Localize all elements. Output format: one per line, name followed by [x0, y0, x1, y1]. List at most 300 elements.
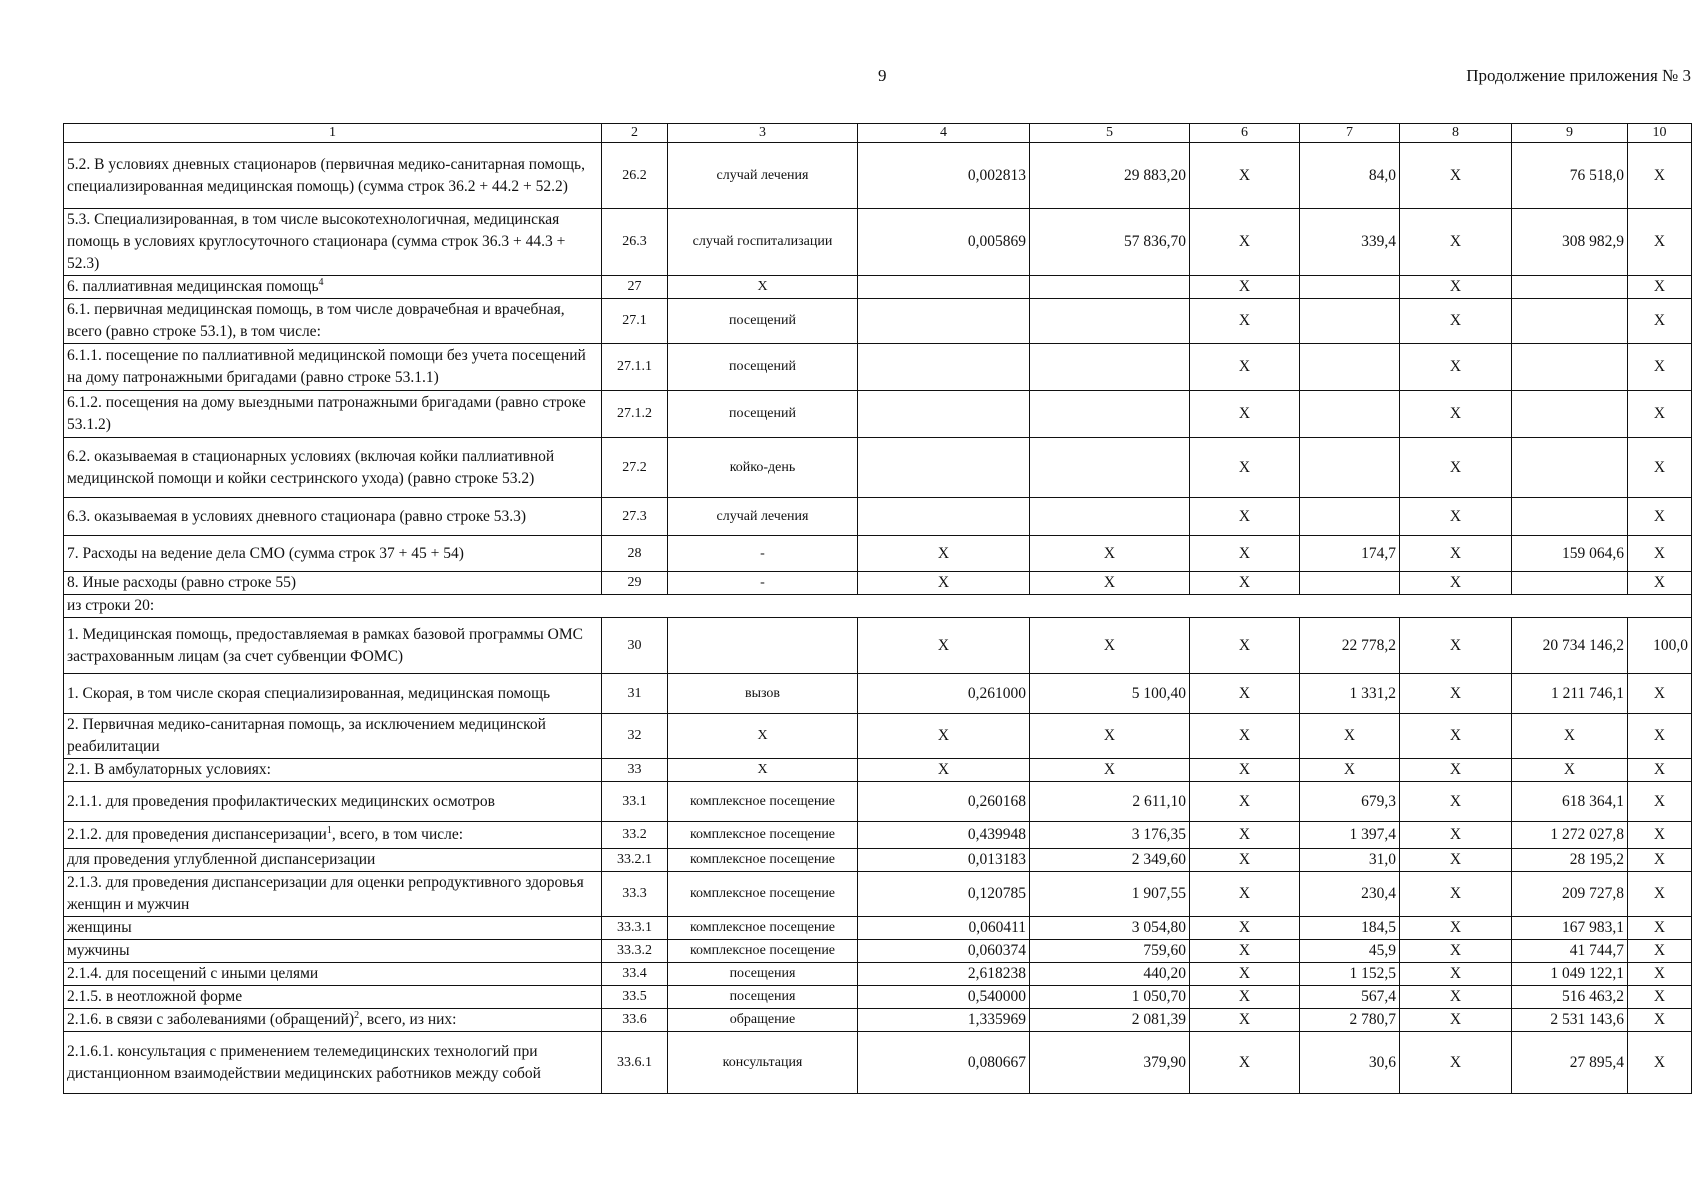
- table-row: [64, 438, 1692, 498]
- row-label-text: 6.1. первичная медицинская помощь, в том числе доврачебная и врачебная, всего (равно строке 53.1), в том числе:: [67, 301, 565, 340]
- cell-col-2: 27.3: [602, 498, 668, 536]
- row-label-text: 6.1.2. посещения на дому выездными патронажными бригадами (равно строке 53.1.2): [67, 394, 586, 433]
- cell-col-8: X: [1400, 143, 1512, 209]
- cell-col-9: X: [1512, 714, 1628, 759]
- cell-col-10: X: [1628, 940, 1692, 963]
- cell-col-4: X: [858, 618, 1030, 674]
- cell-col-3: X: [668, 714, 858, 759]
- table-row: [64, 391, 1692, 438]
- cell-col-5: X: [1030, 618, 1190, 674]
- cell-col-2: 33.1: [602, 782, 668, 822]
- cell-col-6: X: [1190, 963, 1300, 986]
- cell-col-3: койко-день: [668, 438, 858, 498]
- cell-col-6: X: [1190, 674, 1300, 714]
- row-label: [64, 438, 602, 498]
- cell-col-4: X: [858, 536, 1030, 572]
- cell-col-10: X: [1628, 822, 1692, 849]
- row-label-text: 2.1.1. для проведения профилактических медицинских осмотров: [67, 792, 495, 810]
- row-label-text: женщины: [67, 919, 132, 936]
- cell-col-2: 29: [602, 572, 668, 595]
- cell-col-3: посещения: [668, 986, 858, 1009]
- table-row: [64, 572, 1692, 595]
- cell-col-2: 27.2: [602, 438, 668, 498]
- cell-col-6: X: [1190, 822, 1300, 849]
- cell-col-5: [1030, 438, 1190, 498]
- table-row: [64, 498, 1692, 536]
- cell-col-9: 167 983,1: [1512, 917, 1628, 940]
- cell-col-6: X: [1190, 438, 1300, 498]
- footnote-marker: 2: [354, 1009, 360, 1021]
- cell-col-2: 28: [602, 536, 668, 572]
- cell-col-9: 76 518,0: [1512, 143, 1628, 209]
- column-number: 5: [1030, 124, 1190, 143]
- cell-col-10: X: [1628, 1009, 1692, 1032]
- row-label: [64, 572, 602, 595]
- column-number: 10: [1628, 124, 1692, 143]
- cell-col-9: 618 364,1: [1512, 782, 1628, 822]
- table-row: [64, 714, 1692, 759]
- cell-col-8: X: [1400, 498, 1512, 536]
- row-label-text: 6. паллиативная медицинская помощь: [67, 278, 319, 295]
- row-label: [64, 674, 602, 714]
- cell-col-8: X: [1400, 618, 1512, 674]
- cell-col-9: 27 895,4: [1512, 1032, 1628, 1094]
- cell-col-4: X: [858, 714, 1030, 759]
- cell-col-3: -: [668, 572, 858, 595]
- cell-col-3: комплексное посещение: [668, 822, 858, 849]
- cell-col-10: X: [1628, 872, 1692, 917]
- cell-col-10: X: [1628, 143, 1692, 209]
- row-label-suffix: , всего, в том числе:: [331, 826, 464, 843]
- row-label: [64, 822, 602, 849]
- table-row: [64, 595, 1692, 618]
- row-label-text: 2.1.3. для проведения диспансеризации для оценки репродуктивного здоровья женщин и мужчин: [67, 874, 584, 913]
- column-number: 3: [668, 124, 858, 143]
- cell-col-8: X: [1400, 714, 1512, 759]
- footnote-marker: 1: [326, 824, 332, 836]
- cell-col-6: X: [1190, 276, 1300, 299]
- row-label: [64, 536, 602, 572]
- cell-col-3: случай лечения: [668, 143, 858, 209]
- cell-col-4: [858, 498, 1030, 536]
- cell-col-4: [858, 299, 1030, 344]
- table-row: [64, 986, 1692, 1009]
- row-label-text: мужчины: [67, 942, 130, 959]
- row-label: [64, 143, 602, 209]
- cell-col-8: X: [1400, 276, 1512, 299]
- cell-col-5: 379,90: [1030, 1032, 1190, 1094]
- cell-col-4: X: [858, 759, 1030, 782]
- cell-col-8: X: [1400, 963, 1512, 986]
- cell-col-6: X: [1190, 391, 1300, 438]
- cell-col-6: X: [1190, 940, 1300, 963]
- column-number: 8: [1400, 124, 1512, 143]
- cell-col-8: X: [1400, 940, 1512, 963]
- row-label: [64, 963, 602, 986]
- row-label: [64, 498, 602, 536]
- cell-col-8: X: [1400, 986, 1512, 1009]
- cell-col-7: 45,9: [1300, 940, 1400, 963]
- cell-col-3: комплексное посещение: [668, 872, 858, 917]
- cell-col-4: 0,120785: [858, 872, 1030, 917]
- table-row: [64, 1009, 1692, 1032]
- cell-col-2: 27.1: [602, 299, 668, 344]
- cell-col-3: консультация: [668, 1032, 858, 1094]
- table-row: [64, 963, 1692, 986]
- row-label-text: 2.1. В амбулаторных условиях:: [67, 761, 271, 778]
- table-row: [64, 143, 1692, 209]
- cell-col-3: комплексное посещение: [668, 940, 858, 963]
- cell-col-3: посещений: [668, 299, 858, 344]
- cell-col-7: X: [1300, 759, 1400, 782]
- row-label: [64, 759, 602, 782]
- cell-col-7: [1300, 299, 1400, 344]
- cell-col-4: 2,618238: [858, 963, 1030, 986]
- cell-col-10: X: [1628, 849, 1692, 872]
- cell-col-10: X: [1628, 276, 1692, 299]
- cell-col-4: 0,002813: [858, 143, 1030, 209]
- row-label-text: 6.1.1. посещение по паллиативной медицинской помощи без учета посещений на дому патронажными бригадами (равно строке 53.1.1): [67, 347, 586, 386]
- column-number: 1: [64, 124, 602, 143]
- cell-col-10: 100,0: [1628, 618, 1692, 674]
- cell-col-6: X: [1190, 618, 1300, 674]
- cell-col-9: [1512, 391, 1628, 438]
- row-label: [64, 618, 602, 674]
- table-row: [64, 759, 1692, 782]
- cell-col-9: 1 211 746,1: [1512, 674, 1628, 714]
- cell-col-7: 84,0: [1300, 143, 1400, 209]
- cell-col-9: 516 463,2: [1512, 986, 1628, 1009]
- cell-col-10: X: [1628, 674, 1692, 714]
- cell-col-9: 41 744,7: [1512, 940, 1628, 963]
- row-label: [64, 391, 602, 438]
- cell-col-9: 1 049 122,1: [1512, 963, 1628, 986]
- cell-col-7: 2 780,7: [1300, 1009, 1400, 1032]
- column-number: 6: [1190, 124, 1300, 143]
- cell-col-6: X: [1190, 714, 1300, 759]
- cell-col-10: X: [1628, 572, 1692, 595]
- cell-col-9: 2 531 143,6: [1512, 1009, 1628, 1032]
- cell-col-4: 0,260168: [858, 782, 1030, 822]
- cell-col-8: X: [1400, 438, 1512, 498]
- table-row: [64, 618, 1692, 674]
- cell-col-10: X: [1628, 209, 1692, 276]
- cell-col-9: [1512, 572, 1628, 595]
- cell-col-6: X: [1190, 1032, 1300, 1094]
- cell-col-8: X: [1400, 344, 1512, 391]
- cell-col-6: X: [1190, 782, 1300, 822]
- row-label: [64, 782, 602, 822]
- cell-col-5: [1030, 498, 1190, 536]
- cell-col-2: 33: [602, 759, 668, 782]
- cell-col-3: обращение: [668, 1009, 858, 1032]
- cell-col-7: 22 778,2: [1300, 618, 1400, 674]
- row-label-text: 2.1.2. для проведения диспансеризации: [67, 826, 327, 843]
- cell-col-3: комплексное посещение: [668, 917, 858, 940]
- cell-col-6: X: [1190, 209, 1300, 276]
- table-row: [64, 209, 1692, 276]
- data-table: [63, 123, 1692, 1094]
- cell-col-9: [1512, 344, 1628, 391]
- cell-col-4: [858, 391, 1030, 438]
- cell-col-9: 209 727,8: [1512, 872, 1628, 917]
- cell-col-4: 0,013183: [858, 849, 1030, 872]
- cell-col-8: X: [1400, 917, 1512, 940]
- cell-col-6: X: [1190, 344, 1300, 391]
- row-label-text: 2.1.5. в неотложной форме: [67, 988, 243, 1005]
- row-label-text: 7. Расходы на ведение дела СМО (сумма строк 37 + 45 + 54): [67, 544, 464, 562]
- row-label-text: 2.1.4. для посещений с иными целями: [67, 965, 319, 982]
- cell-col-7: [1300, 276, 1400, 299]
- cell-col-6: X: [1190, 986, 1300, 1009]
- table-row: [64, 940, 1692, 963]
- cell-col-2: 33.5: [602, 986, 668, 1009]
- cell-col-9: 1 272 027,8: [1512, 822, 1628, 849]
- cell-col-9: [1512, 276, 1628, 299]
- cell-col-3: посещений: [668, 391, 858, 438]
- column-number: 9: [1512, 124, 1628, 143]
- cell-col-7: [1300, 438, 1400, 498]
- cell-col-5: 29 883,20: [1030, 143, 1190, 209]
- cell-col-2: 27.1.2: [602, 391, 668, 438]
- row-label: [64, 1009, 602, 1032]
- cell-col-4: [858, 438, 1030, 498]
- cell-col-10: X: [1628, 1032, 1692, 1094]
- cell-col-9: [1512, 438, 1628, 498]
- cell-col-2: 26.3: [602, 209, 668, 276]
- row-label-text: 1. Медицинская помощь, предоставляемая в рамках базовой программы ОМС застрахованным лицам (за счет субвенции ФОМС): [67, 625, 583, 665]
- cell-col-6: X: [1190, 917, 1300, 940]
- cell-col-9: [1512, 299, 1628, 344]
- cell-col-4: 0,080667: [858, 1032, 1030, 1094]
- cell-col-8: X: [1400, 572, 1512, 595]
- cell-col-5: [1030, 276, 1190, 299]
- cell-col-5: [1030, 344, 1190, 391]
- cell-col-7: [1300, 498, 1400, 536]
- cell-col-3: посещения: [668, 963, 858, 986]
- cell-col-2: 33.6: [602, 1009, 668, 1032]
- cell-col-4: 1,335969: [858, 1009, 1030, 1032]
- cell-col-2: 27.1.1: [602, 344, 668, 391]
- table-row: [64, 872, 1692, 917]
- row-label: [64, 940, 602, 963]
- cell-col-5: 440,20: [1030, 963, 1190, 986]
- row-label: [64, 849, 602, 872]
- cell-col-2: 33.3.2: [602, 940, 668, 963]
- cell-col-2: 33.3.1: [602, 917, 668, 940]
- cell-col-9: X: [1512, 759, 1628, 782]
- table-row: [64, 1032, 1692, 1094]
- cell-col-3: -: [668, 536, 858, 572]
- page-number: 9: [878, 66, 887, 85]
- cell-col-6: X: [1190, 536, 1300, 572]
- cell-col-8: X: [1400, 1032, 1512, 1094]
- table-row: [64, 782, 1692, 822]
- cell-col-8: X: [1400, 299, 1512, 344]
- row-label: [64, 872, 602, 917]
- cell-col-2: 31: [602, 674, 668, 714]
- cell-col-10: X: [1628, 714, 1692, 759]
- cell-col-5: 1 907,55: [1030, 872, 1190, 917]
- cell-col-5: X: [1030, 572, 1190, 595]
- cell-col-2: 32: [602, 714, 668, 759]
- cell-col-2: 26.2: [602, 143, 668, 209]
- cell-col-9: 28 195,2: [1512, 849, 1628, 872]
- cell-col-10: X: [1628, 299, 1692, 344]
- cell-col-5: 759,60: [1030, 940, 1190, 963]
- cell-col-8: X: [1400, 849, 1512, 872]
- cell-col-4: [858, 276, 1030, 299]
- cell-col-5: X: [1030, 536, 1190, 572]
- row-label-text: 8. Иные расходы (равно строке 55): [67, 574, 297, 591]
- cell-col-5: 57 836,70: [1030, 209, 1190, 276]
- cell-col-6: X: [1190, 872, 1300, 917]
- cell-col-9: [1512, 498, 1628, 536]
- cell-col-4: 0,540000: [858, 986, 1030, 1009]
- cell-col-5: [1030, 391, 1190, 438]
- cell-col-5: X: [1030, 714, 1190, 759]
- cell-col-6: X: [1190, 572, 1300, 595]
- cell-col-6: X: [1190, 143, 1300, 209]
- row-label-text: из строки 20:: [67, 597, 155, 614]
- cell-col-2: 27: [602, 276, 668, 299]
- cell-col-4: 0,439948: [858, 822, 1030, 849]
- cell-col-3: X: [668, 276, 858, 299]
- cell-col-7: 230,4: [1300, 872, 1400, 917]
- cell-col-2: 33.4: [602, 963, 668, 986]
- cell-col-3: случай госпитализации: [668, 209, 858, 276]
- cell-col-4: 0,005869: [858, 209, 1030, 276]
- cell-col-3: комплексное посещение: [668, 782, 858, 822]
- table-row: [64, 917, 1692, 940]
- cell-col-6: X: [1190, 498, 1300, 536]
- row-label-suffix: , всего, из них:: [359, 1011, 457, 1028]
- cell-col-5: 2 081,39: [1030, 1009, 1190, 1032]
- cell-col-5: 3 176,35: [1030, 822, 1190, 849]
- table-row: [64, 344, 1692, 391]
- row-label: [64, 344, 602, 391]
- cell-col-4: [858, 344, 1030, 391]
- row-label: [64, 209, 602, 276]
- row-label-text: 6.2. оказываемая в стационарных условиях (включая койки паллиативной медицинской помощи и койки сестринского ухода) (равно строке 53.2): [67, 447, 555, 487]
- cell-col-10: X: [1628, 391, 1692, 438]
- row-label-text: 2.1.6. в связи с заболеваниями (обращений): [67, 1011, 355, 1028]
- row-label-text: для проведения углубленной диспансеризации: [67, 851, 376, 868]
- cell-col-5: 2 349,60: [1030, 849, 1190, 872]
- cell-col-10: X: [1628, 759, 1692, 782]
- cell-col-8: X: [1400, 391, 1512, 438]
- cell-col-9: 308 982,9: [1512, 209, 1628, 276]
- row-label-text: 6.3. оказываемая в условиях дневного стационара (равно строке 53.3): [67, 507, 527, 525]
- cell-col-5: X: [1030, 759, 1190, 782]
- footnote-marker: 4: [318, 276, 324, 288]
- cell-col-7: 30,6: [1300, 1032, 1400, 1094]
- table-row: [64, 822, 1692, 849]
- continuation-title: Продолжение приложения № 3: [1466, 66, 1691, 85]
- table-row: [64, 299, 1692, 344]
- row-label: [64, 714, 602, 759]
- cell-col-3: X: [668, 759, 858, 782]
- cell-col-3: комплексное посещение: [668, 849, 858, 872]
- cell-col-7: [1300, 572, 1400, 595]
- cell-col-9: 20 734 146,2: [1512, 618, 1628, 674]
- cell-col-7: 184,5: [1300, 917, 1400, 940]
- cell-col-7: 1 331,2: [1300, 674, 1400, 714]
- cell-col-3: вызов: [668, 674, 858, 714]
- cell-col-2: 33.2.1: [602, 849, 668, 872]
- cell-col-4: 0,060411: [858, 917, 1030, 940]
- cell-col-5: [1030, 299, 1190, 344]
- cell-col-3: [668, 618, 858, 674]
- cell-col-7: 1 397,4: [1300, 822, 1400, 849]
- row-label: [64, 299, 602, 344]
- cell-col-5: 2 611,10: [1030, 782, 1190, 822]
- row-label: [64, 917, 602, 940]
- table-row: [64, 276, 1692, 299]
- column-number: 4: [858, 124, 1030, 143]
- header-row: [64, 124, 1692, 143]
- row-label-text: 5.2. В условиях дневных стационаров (первичная медико-санитарная помощь, специализированная медицинская помощь) (сумма строк 36.2 + 44.2 + 52.2): [67, 155, 585, 195]
- cell-col-4: X: [858, 572, 1030, 595]
- cell-col-5: 1 050,70: [1030, 986, 1190, 1009]
- cell-col-10: X: [1628, 536, 1692, 572]
- cell-col-8: X: [1400, 1009, 1512, 1032]
- cell-col-8: X: [1400, 822, 1512, 849]
- cell-col-5: 3 054,80: [1030, 917, 1190, 940]
- row-label: [64, 1032, 602, 1094]
- row-label-text: 2.1.6.1. консультация с применением телемедицинских технологий при дистанционном взаимодействии медицинских работников между собой: [67, 1042, 541, 1082]
- row-label-text: 2. Первичная медико-санитарная помощь, за исключением медицинской реабилитации: [67, 716, 546, 755]
- cell-col-7: [1300, 391, 1400, 438]
- cell-col-7: 174,7: [1300, 536, 1400, 572]
- cell-col-4: 0,261000: [858, 674, 1030, 714]
- cell-col-6: X: [1190, 299, 1300, 344]
- cell-col-3: случай лечения: [668, 498, 858, 536]
- cell-col-5: 5 100,40: [1030, 674, 1190, 714]
- cell-col-3: посещений: [668, 344, 858, 391]
- cell-col-8: X: [1400, 209, 1512, 276]
- table-row: [64, 536, 1692, 572]
- cell-col-8: X: [1400, 674, 1512, 714]
- cell-col-7: 679,3: [1300, 782, 1400, 822]
- row-label: [64, 986, 602, 1009]
- cell-col-2: 30: [602, 618, 668, 674]
- cell-col-10: X: [1628, 344, 1692, 391]
- cell-col-10: X: [1628, 498, 1692, 536]
- cell-col-6: X: [1190, 849, 1300, 872]
- cell-col-10: X: [1628, 438, 1692, 498]
- cell-col-8: X: [1400, 759, 1512, 782]
- cell-col-2: 33.2: [602, 822, 668, 849]
- cell-col-7: [1300, 344, 1400, 391]
- cell-col-10: X: [1628, 917, 1692, 940]
- row-label: [64, 595, 1692, 618]
- cell-col-10: X: [1628, 963, 1692, 986]
- cell-col-9: 159 064,6: [1512, 536, 1628, 572]
- row-label: [64, 276, 602, 299]
- cell-col-7: 339,4: [1300, 209, 1400, 276]
- cell-col-7: 567,4: [1300, 986, 1400, 1009]
- table-row: [64, 674, 1692, 714]
- cell-col-8: X: [1400, 536, 1512, 572]
- cell-col-8: X: [1400, 872, 1512, 917]
- column-number: 7: [1300, 124, 1400, 143]
- cell-col-6: X: [1190, 1009, 1300, 1032]
- cell-col-7: 1 152,5: [1300, 963, 1400, 986]
- cell-col-4: 0,060374: [858, 940, 1030, 963]
- cell-col-6: X: [1190, 759, 1300, 782]
- cell-col-10: X: [1628, 782, 1692, 822]
